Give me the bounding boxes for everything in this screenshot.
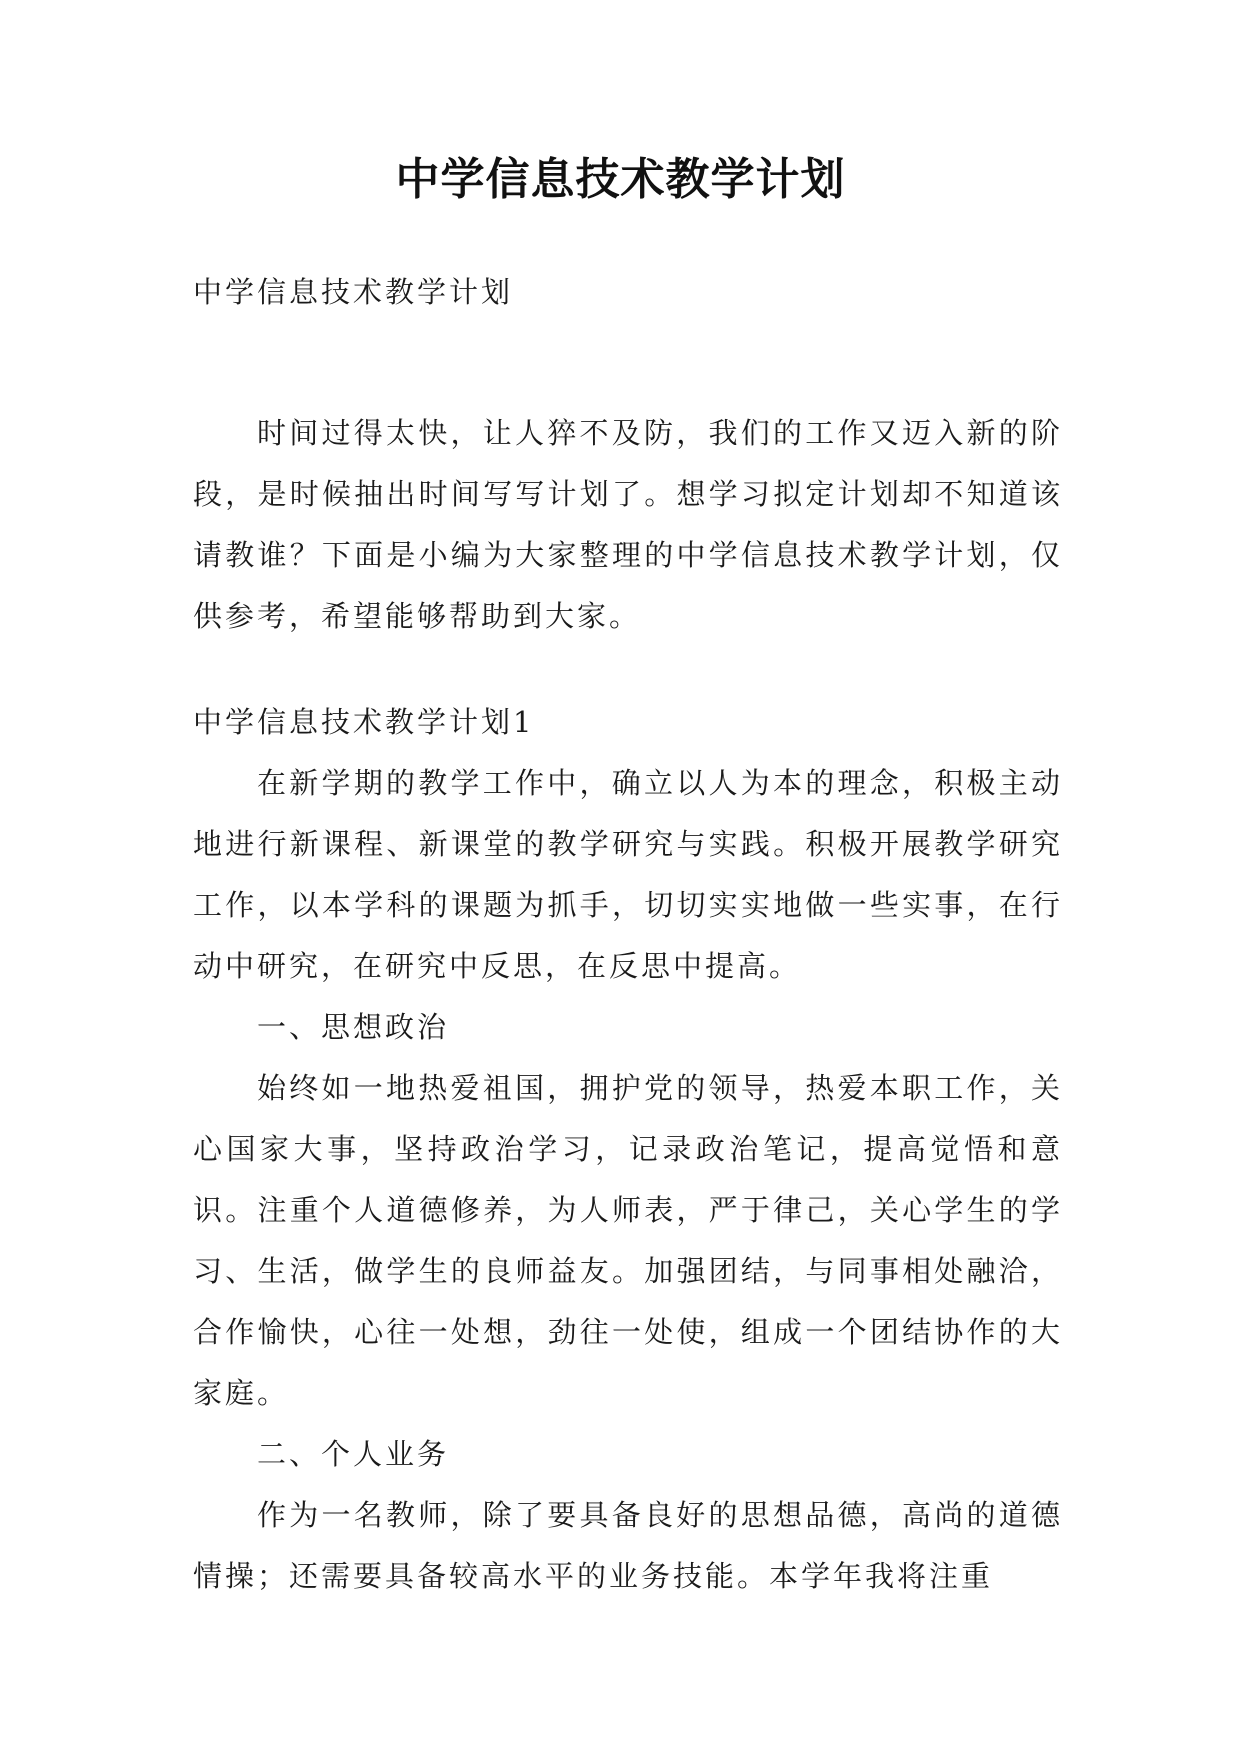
heading-2: 二、个人业务 (257, 1437, 450, 1471)
document-title: 中学信息技术教学计划 (395, 154, 846, 205)
intro-paragraph: 时间过得太快，让人猝不及防，我们的工作又迈入新的阶段，是时候抽出时间写写计划了。想学习拟定计划却不知道该请教谁？下面是小编为大家整理的中学信息技术教学计划，仅供参考，希望能够帮助到大家。 (193, 416, 1063, 633)
paragraph-1: 在新学期的教学工作中，确立以人为本的理念，积极主动地进行新课程、新课堂的教学研究与实践。积极开展教学研究工作，以本学科的课题为抓手，切切实实地做一些实事，在行动中研究，在研究中反思，在反思中提高。 (193, 766, 1063, 983)
document-subtitle (193, 262, 1063, 323)
section-block (193, 692, 1063, 1607)
intro-block (193, 403, 1063, 647)
paragraph-3: 作为一名教师，除了要具备良好的思想品德，高尚的道德情操；还需要具备较高水平的业务技能。本学年我将注重 (193, 1498, 1063, 1593)
paragraph-2: 始终如一地热爱祖国，拥护党的领导，热爱本职工作，关心国家大事，坚持政治学习，记录政治笔记，提高觉悟和意识。注重个人道德修养，为人师表，严于律己，关心学生的学习、生活，做学生的良师益友。加强团结，与同事相处融洽，合作愉快，心往一处想，劲往一处使，组成一个团结协作的大家庭。 (193, 1071, 1063, 1410)
subtitle-text: 中学信息技术教学计划 (193, 275, 514, 309)
heading-1: 一、思想政治 (257, 1010, 450, 1044)
section-heading: 中学信息技术教学计划1 (193, 705, 535, 739)
